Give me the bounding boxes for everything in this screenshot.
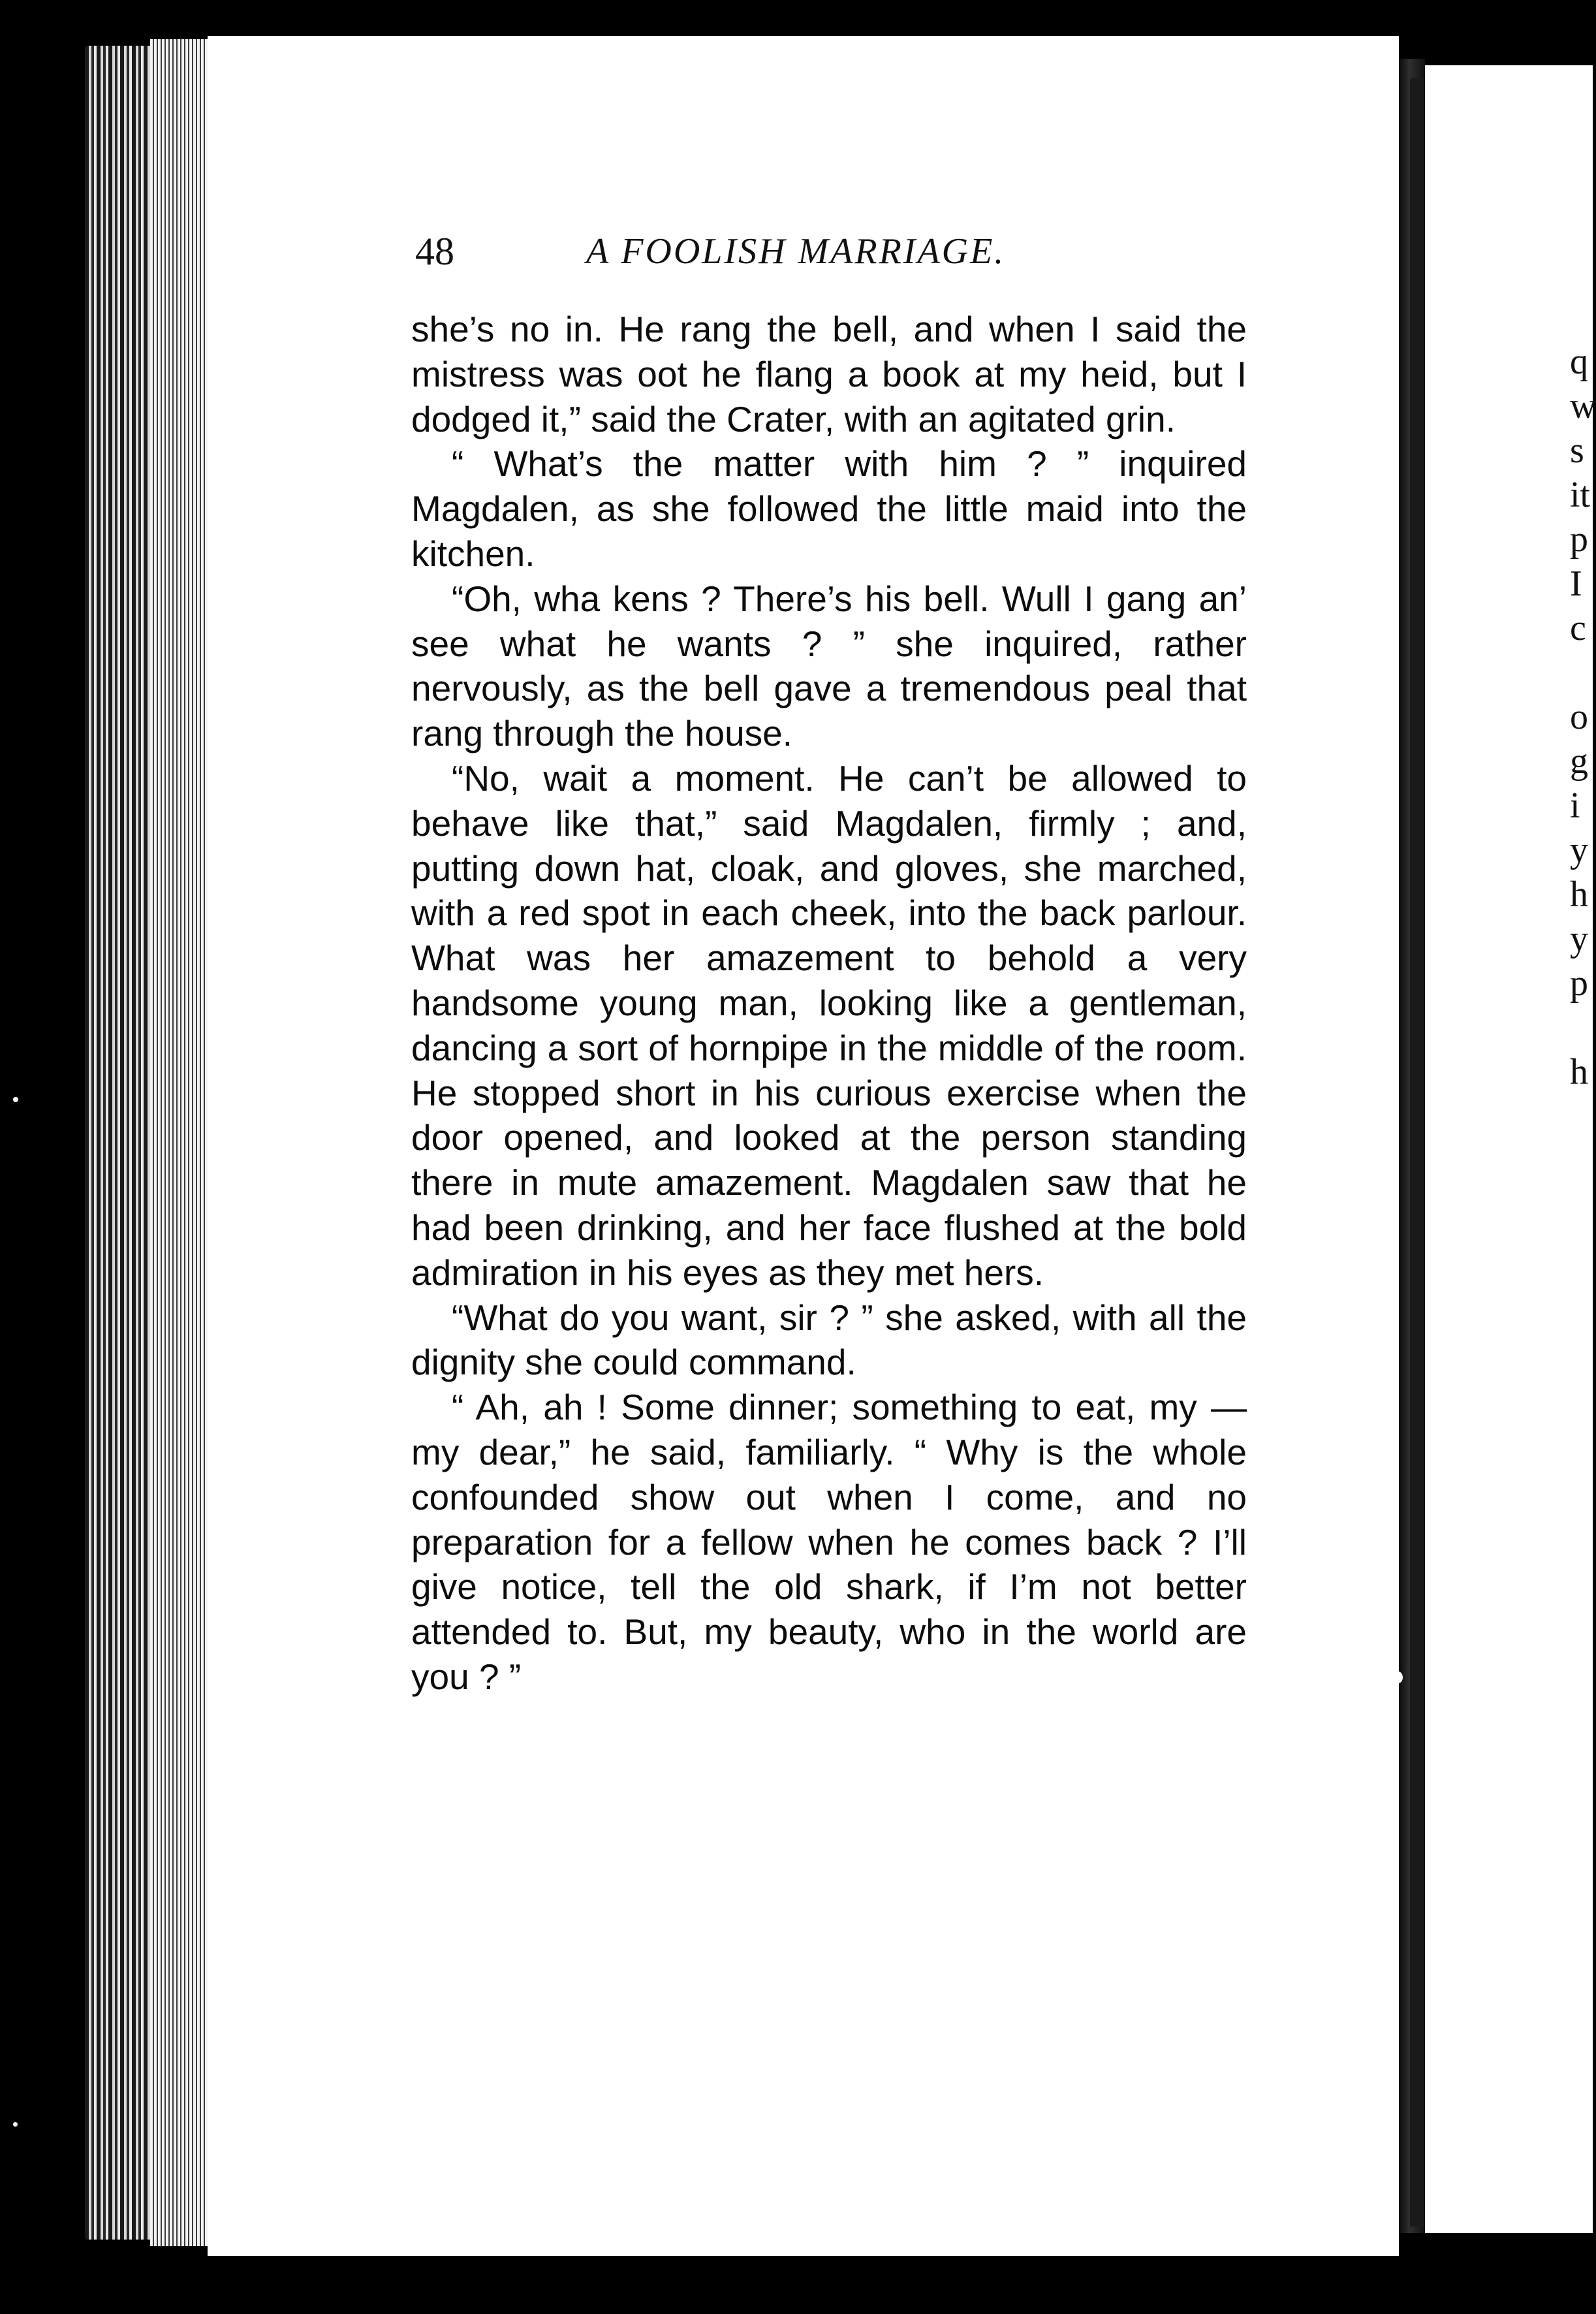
facing-page-fragment: h: [1570, 1052, 1588, 1092]
facing-page-fragment: [1570, 650, 1596, 695]
facing-page-fragment: o: [1570, 697, 1588, 737]
facing-page-fragment: q: [1570, 341, 1588, 382]
facing-page-fragment: p: [1570, 963, 1588, 1004]
paragraph: she’s no in. He rang the bell, and when I said the mistress was oot he flang a book at my heid, but I dodged it,” said the Crater, with an agitated grin.: [411, 309, 1247, 439]
paragraph: “ Ah, ah ! Some dinner; something to eat, my — my dear,” he said, familiarly. “ Why is the whole confounded show out when I come, and no preparation for a fellow when he comes back ? I’ll give notice, tell the old shark, if I’m not better attended to. But, my beauty, who in the world are you ? ”: [411, 1387, 1247, 1697]
paragraph: “Oh, wha kens ? There’s his bell. Wull I gang an’ see what he wants ? ” she inquired, rather nervously, as the bell gave a tremendous peal that rang through the house.: [411, 578, 1247, 754]
facing-page-fragment: h: [1570, 874, 1588, 915]
facing-page: [1425, 65, 1593, 2233]
facing-page-text: [1570, 340, 1596, 1094]
paragraph: “No, wait a moment. He can’t be allowed to behave like that,” said Magdalen, firmly ; and, putting down hat, cloak, and gloves, she marched, with a red spot in each cheek, into the back parlour. What was her amazement to behold a very handsome young man, looking like a gentleman, dancing a sort of hornpipe in the middle of the room. He stopped short in his curious exercise when the door opened, and looked at the person standing there in mute amazement. Magdalen saw that he had been drinking, and her face flushed at the bold admiration in his eyes as they met hers.: [411, 757, 1247, 1293]
scan-speck: [13, 2122, 18, 2127]
page-body: [411, 307, 1247, 1700]
paragraph: “ What’s the matter with him ? ” inquired Magdalen, as she followed the little maid into the kitchen.: [411, 443, 1247, 574]
facing-page-fragment: [1570, 1006, 1596, 1050]
facing-page-fragment: p: [1570, 519, 1588, 560]
running-title: A FOOLISH MARRIAGE.: [586, 231, 1006, 272]
paragraph: “What do you want, sir ? ” she asked, with all the dignity she could command.: [411, 1297, 1247, 1383]
facing-page-fragment: it: [1570, 475, 1591, 515]
facing-page-fragment: i: [1570, 785, 1580, 826]
facing-page-fragment: y: [1570, 919, 1588, 959]
facing-page-fragment: y: [1570, 830, 1588, 870]
scan-speck: [13, 1097, 18, 1102]
book-page-edges-inner: [150, 39, 209, 2246]
facing-page-fragment: s: [1570, 430, 1584, 471]
facing-page-fragment: I: [1570, 563, 1582, 604]
scan-speck: [1394, 1672, 1403, 1683]
facing-page-fragment: c: [1570, 608, 1586, 648]
facing-page-fragment: w: [1570, 386, 1596, 426]
page-header: [208, 225, 1399, 277]
gutter-shadow: [1410, 78, 1424, 2227]
facing-page-fragment: g: [1570, 741, 1588, 782]
page-number: 48: [415, 230, 454, 273]
